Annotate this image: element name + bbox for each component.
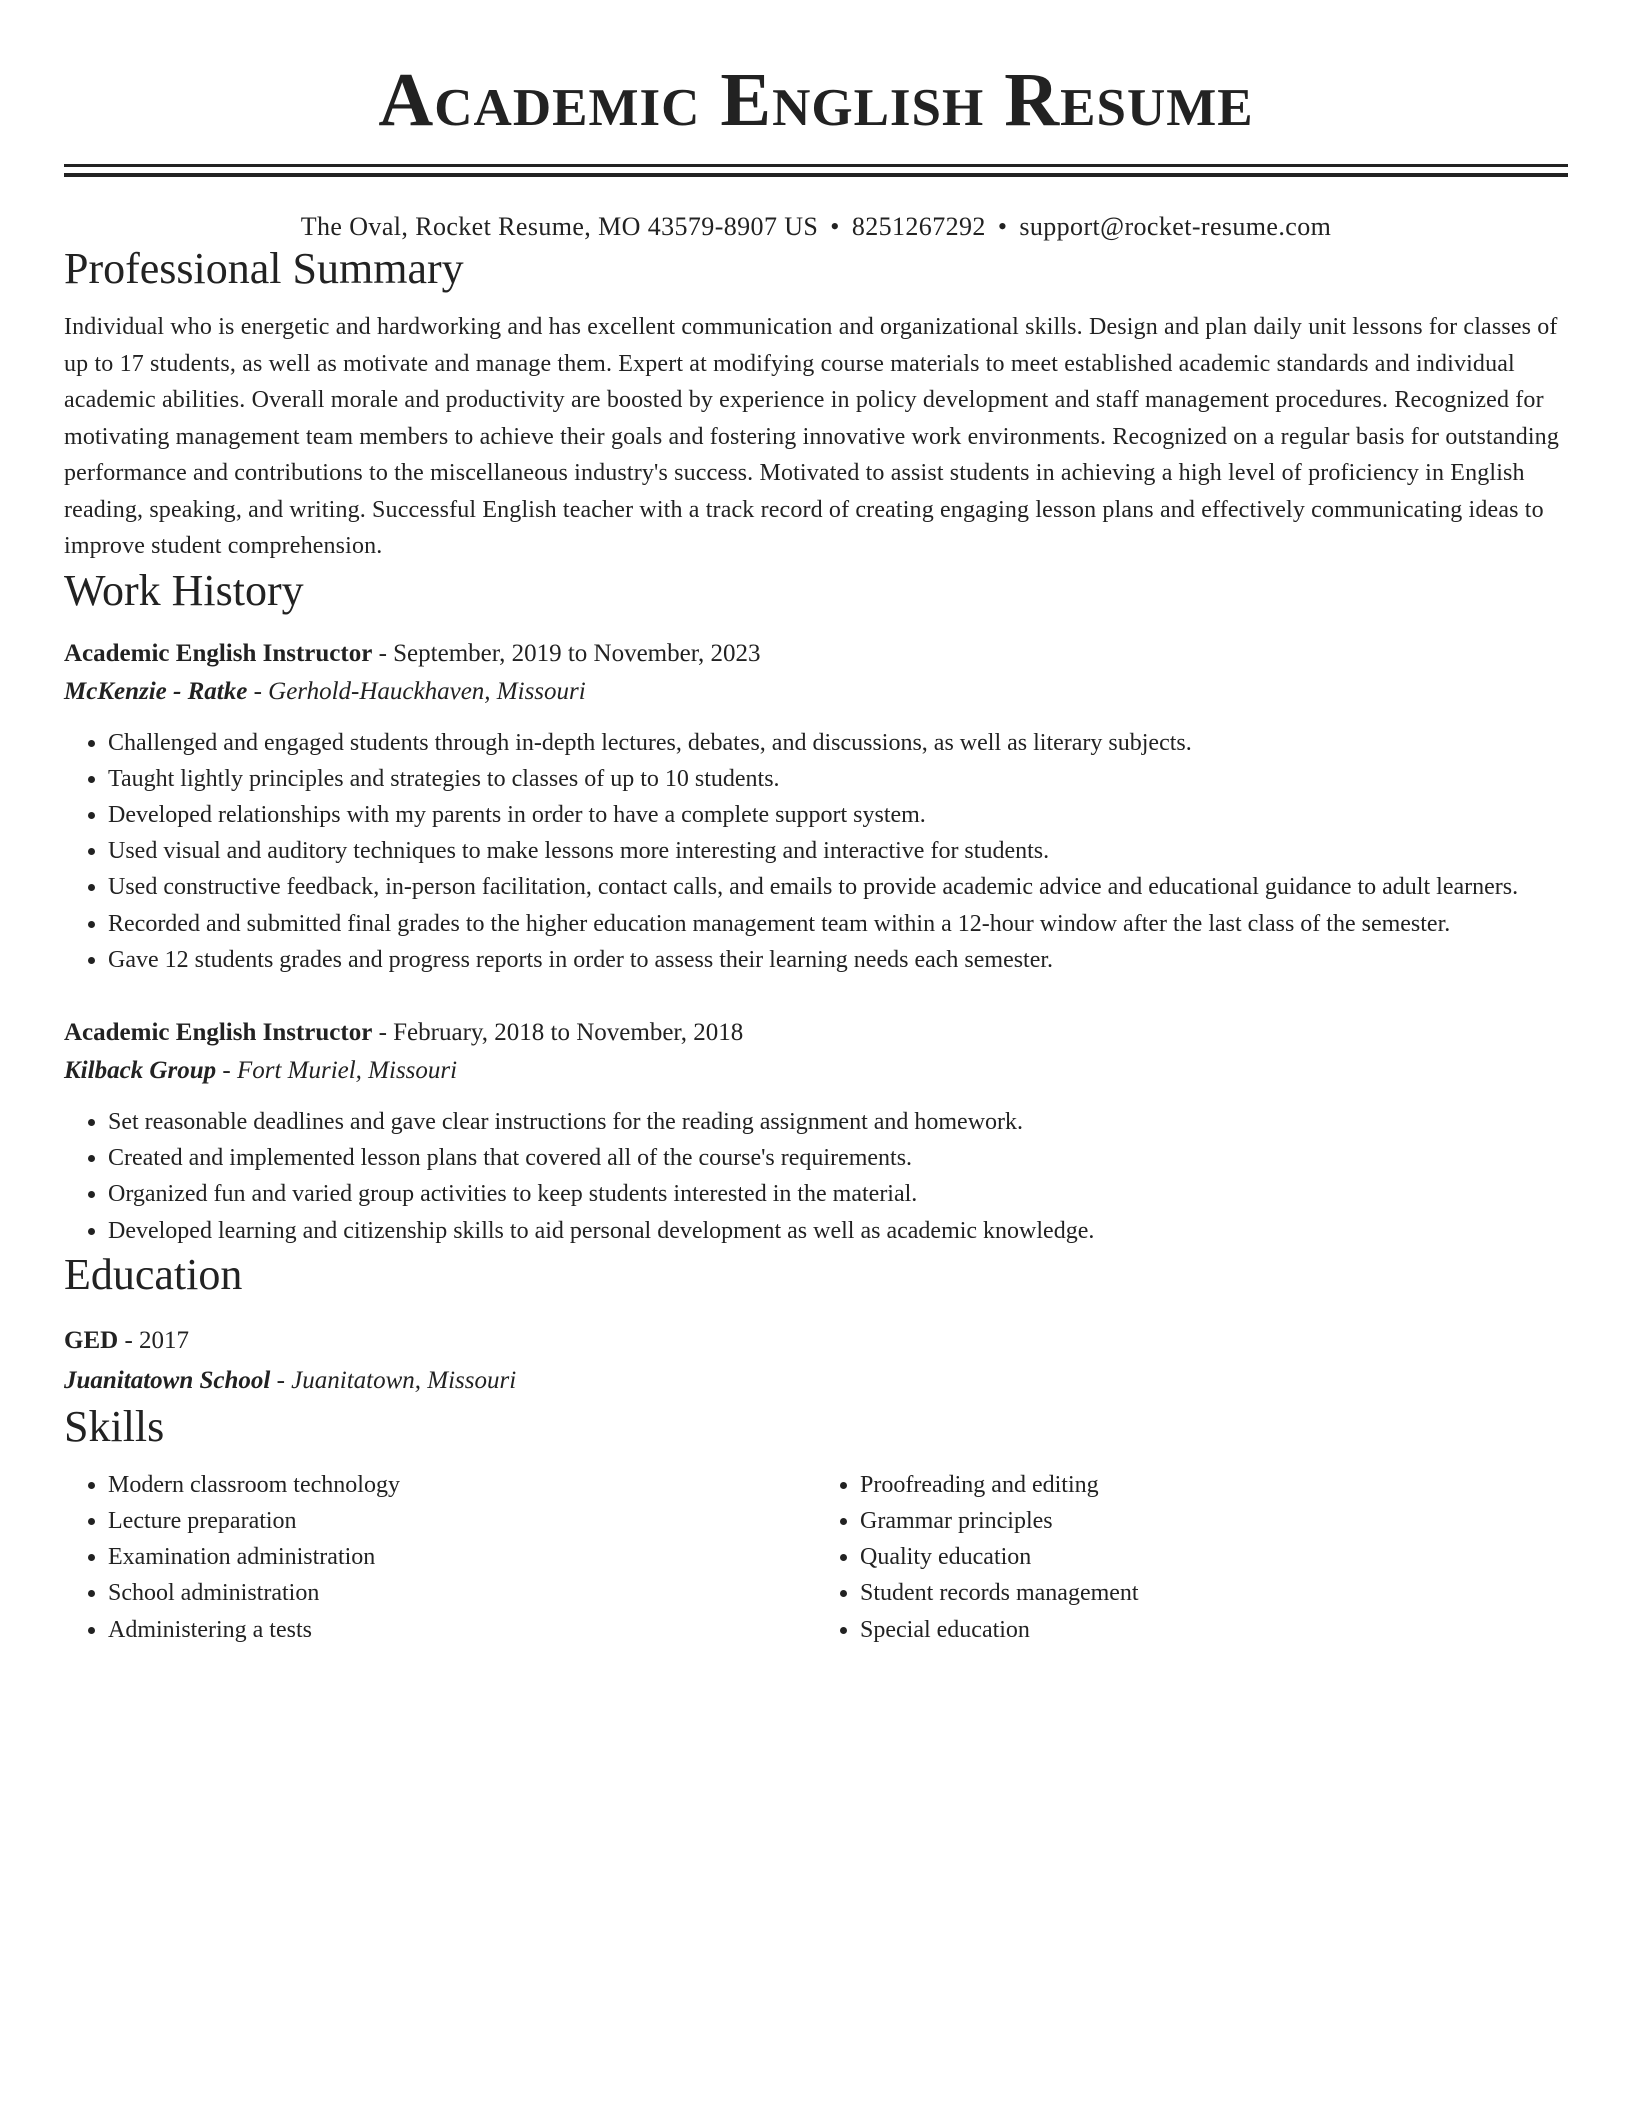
work-history-heading: Work History bbox=[64, 565, 304, 615]
job-duty: • Gave 12 students grades and progress reports in order to assess their learning needs each semester. bbox=[108, 942, 1568, 978]
job-employer-line: Kilback Group - Fort Muriel, Missouri bbox=[64, 1056, 458, 1084]
skill-item: • Administering a tests bbox=[108, 1612, 816, 1648]
skills-list-right bbox=[816, 1467, 1568, 1648]
education-degree: GED bbox=[64, 1326, 119, 1354]
skill-item: • Modern classroom technology bbox=[108, 1467, 816, 1503]
job-employer: McKenzie - Ratke bbox=[64, 677, 248, 705]
job-title-line: Academic English Instructor - February, 2018 to November, 2018 bbox=[64, 1018, 744, 1046]
job-duty: • Developed learning and citizenship skills to aid personal development as well as academic knowledge. bbox=[108, 1213, 1568, 1249]
job-duty: • Developed relationships with my parents in order to have a complete support system. bbox=[108, 797, 1568, 833]
job-location: Gerhold-Hauckhaven, Missouri bbox=[268, 677, 586, 705]
contact-phone: 8251267292 bbox=[851, 212, 986, 241]
skill-item: • Examination administration bbox=[108, 1539, 816, 1575]
skill-item: • Lecture preparation bbox=[108, 1503, 816, 1539]
job-dates: February, 2018 to November, 2018 bbox=[393, 1018, 744, 1046]
job-location: Fort Muriel, Missouri bbox=[236, 1056, 458, 1084]
contact-email: support@rocket-resume.com bbox=[1019, 212, 1332, 241]
summary-heading: Professional Summary bbox=[64, 244, 464, 293]
job-duty: • Set reasonable deadlines and gave clear instructions for the reading assignment and homework. bbox=[108, 1104, 1568, 1140]
skill-item: • Proofreading and editing bbox=[860, 1467, 1568, 1503]
contact-separator: • bbox=[997, 212, 1008, 241]
education-year: 2017 bbox=[139, 1326, 190, 1354]
skill-item: • School administration bbox=[108, 1575, 816, 1611]
job-employer: Kilback Group bbox=[64, 1056, 217, 1084]
summary-text: Individual who is energetic and hardworking and has excellent communication and organizational skills. Design and plan daily unit lessons for classes of up to 17 students, as well as motivate and manage them. Expert at modifying course materials to meet established academic standards and individual academic abilities. Overall morale and productivity are boosted by experience in policy development and staff management procedures. Recognized for motivating management team members to achieve their goals and fostering innovative work environments. Recognized on a regular basis for outstanding performance and contributions to the miscellaneous industry's success. Motivated to assist students in achieving a high level of proficiency in English reading, speaking, and writing. Successful English teacher with a track record of creating engaging lesson plans and effectively communicating ideas to improve student comprehension. bbox=[64, 314, 1559, 559]
education-school: Juanitatown School bbox=[64, 1366, 271, 1394]
job-duty: • Recorded and submitted final grades to the higher education management team within a 12-hour window after the last class of the semester. bbox=[108, 906, 1568, 942]
skill-item: • Special education bbox=[860, 1612, 1568, 1648]
education-degree-line: GED - 2017 bbox=[64, 1326, 190, 1354]
job-duty: • Used visual and auditory techniques to make lessons more interesting and interactive for students. bbox=[108, 833, 1568, 869]
job-duty: • Taught lightly principles and strategies to classes of up to 10 students. bbox=[108, 761, 1568, 797]
job-duties-list bbox=[64, 725, 1568, 978]
job-dates: September, 2019 to November, 2023 bbox=[393, 639, 761, 667]
job-duty: • Created and implemented lesson plans that covered all of the course's requirements. bbox=[108, 1140, 1568, 1176]
job-duty: • Challenged and engaged students through in-depth lectures, debates, and discussions, as well as literary subjects. bbox=[108, 725, 1568, 761]
skill-item: • Student records management bbox=[860, 1575, 1568, 1611]
job-employer-line: McKenzie - Ratke - Gerhold-Hauckhaven, Missouri bbox=[64, 677, 586, 705]
job-title: Academic English Instructor bbox=[64, 1018, 373, 1046]
title-divider-bottom bbox=[64, 173, 1568, 177]
job-entry bbox=[64, 635, 1568, 978]
skills-heading: Skills bbox=[64, 1401, 165, 1451]
education-school-line: Juanitatown School - Juanitatown, Missouri bbox=[64, 1366, 517, 1394]
job-entry bbox=[64, 1014, 1568, 1249]
skills-columns bbox=[64, 1467, 1568, 1648]
contact-separator: • bbox=[830, 212, 840, 241]
job-title: Academic English Instructor bbox=[64, 639, 373, 667]
contact-line bbox=[64, 211, 1568, 243]
job-duty: • Organized fun and varied group activities to keep students interested in the material. bbox=[108, 1176, 1568, 1212]
skill-item: • Quality education bbox=[860, 1539, 1568, 1575]
contact-address: The Oval, Rocket Resume, MO 43579-8907 US bbox=[300, 212, 819, 241]
job-duties-list bbox=[64, 1104, 1568, 1249]
title-divider-top bbox=[64, 164, 1568, 167]
skills-list-left bbox=[64, 1467, 816, 1648]
job-title-line: Academic English Instructor - September, 2019 to November, 2023 bbox=[64, 639, 761, 667]
education-heading: Education bbox=[64, 1249, 243, 1299]
education-entry bbox=[64, 1321, 1568, 1401]
resume-title: Academic English Resume bbox=[378, 58, 1254, 142]
education-location: Juanitatown, Missouri bbox=[291, 1366, 517, 1394]
skill-item: • Grammar principles bbox=[860, 1503, 1568, 1539]
job-duty: • Used constructive feedback, in-person facilitation, contact calls, and emails to provide academic advice and educational guidance to adult learners. bbox=[108, 869, 1568, 905]
